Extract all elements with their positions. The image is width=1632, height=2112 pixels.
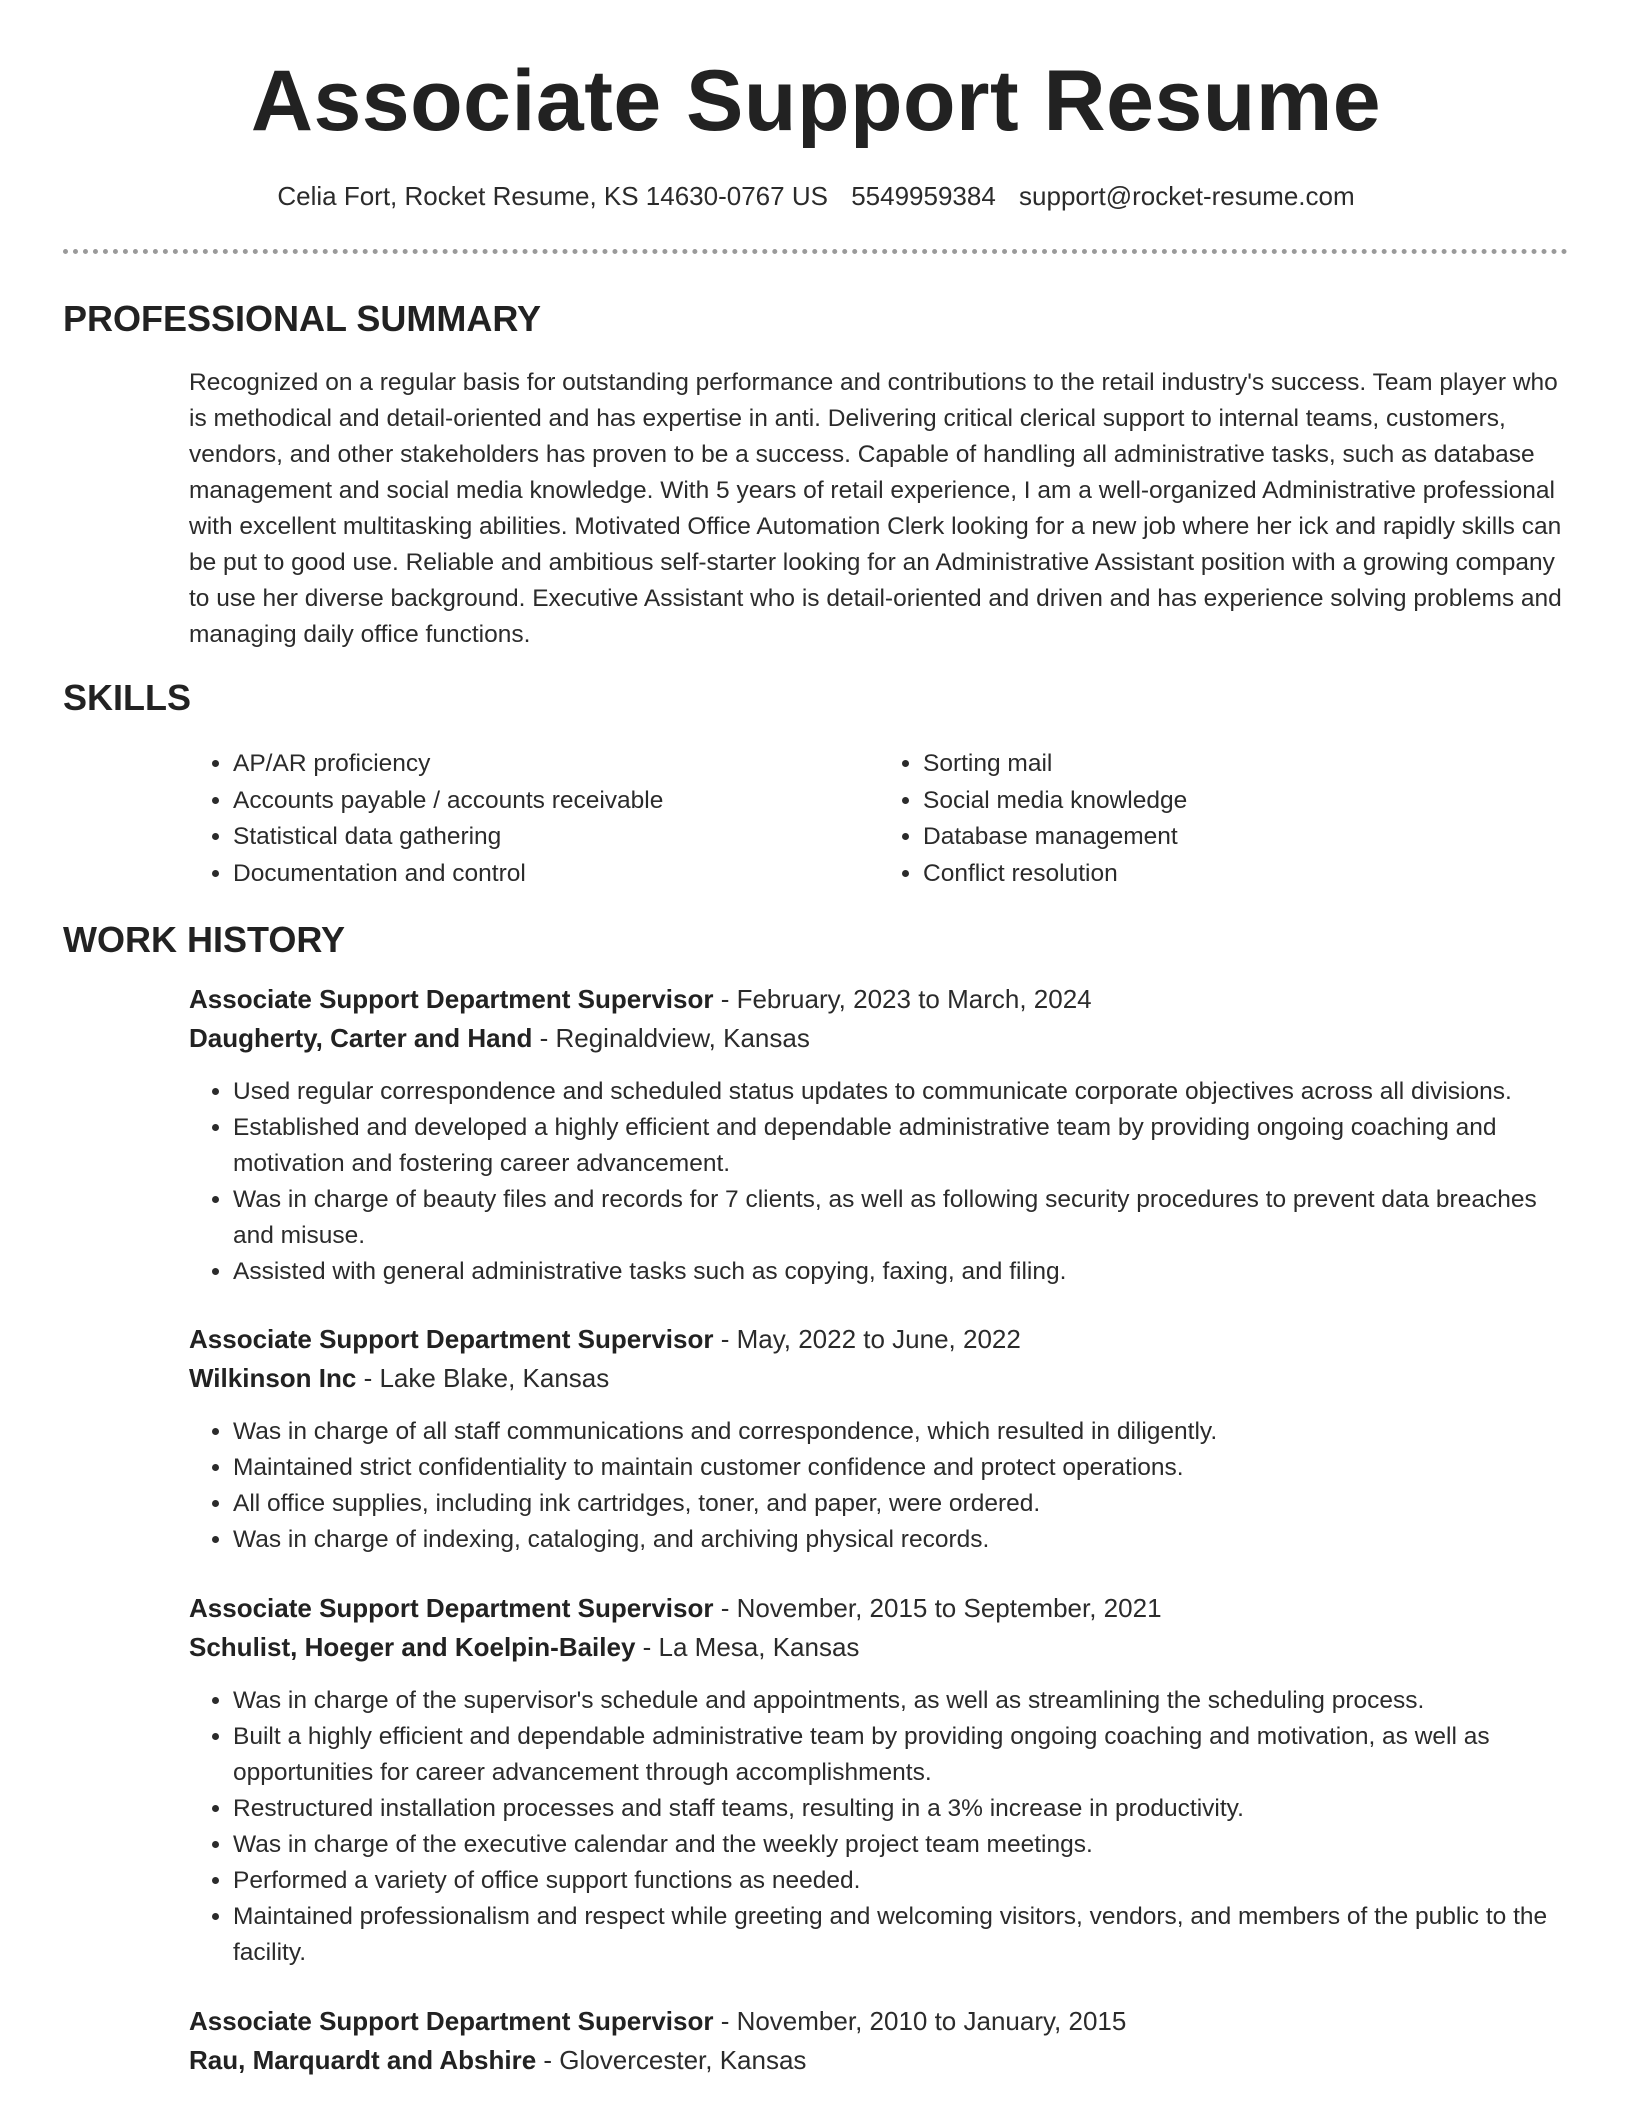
skill-item: • Conflict resolution bbox=[923, 856, 1569, 893]
skill-item: • Documentation and control bbox=[233, 856, 879, 893]
job-duty: • Maintained strict confidentiality to maintain customer confidence and protect operations. bbox=[233, 1450, 1569, 1486]
job-duties bbox=[189, 1683, 1569, 1971]
section-title-skills: SKILLS bbox=[63, 677, 192, 718]
job-company: Schulist, Hoeger and Koelpin-Bailey bbox=[189, 1632, 636, 1662]
skills-column-right bbox=[879, 746, 1569, 892]
job-dates: - February, 2023 to March, 2024 bbox=[713, 984, 1092, 1014]
job-title-line bbox=[189, 2002, 1569, 2041]
job-title: Associate Support Department Supervisor bbox=[189, 984, 714, 1014]
job-company-line bbox=[189, 1359, 1569, 1398]
resume-title: Associate Support Resume bbox=[250, 53, 1382, 149]
job-location: - Reginaldview, Kansas bbox=[532, 1023, 810, 1053]
job-duty: • Restructured installation processes and staff teams, resulting in a 3% increase in productivity. bbox=[233, 1791, 1569, 1827]
job-duty: • Was in charge of the supervisor's schedule and appointments, as well as streamlining the scheduling process. bbox=[233, 1683, 1569, 1719]
job-title: Associate Support Department Supervisor bbox=[189, 2006, 714, 2036]
job-duty: • Assisted with general administrative tasks such as copying, faxing, and filing. bbox=[233, 1254, 1569, 1290]
job-entry bbox=[189, 1320, 1569, 1558]
section-title-work-history: WORK HISTORY bbox=[63, 919, 346, 960]
job-duty: • All office supplies, including ink cartridges, toner, and paper, were ordered. bbox=[233, 1486, 1569, 1522]
job-duty: • Was in charge of beauty files and records for 7 clients, as well as following security procedures to prevent data breaches and misuse. bbox=[233, 1182, 1569, 1254]
job-duty: • Performed a variety of office support functions as needed. bbox=[233, 1863, 1569, 1899]
skill-item: • AP/AR proficiency bbox=[233, 746, 879, 783]
contact-phone: 5549959384 bbox=[851, 181, 996, 211]
job-entry bbox=[189, 1589, 1569, 1971]
job-company-line bbox=[189, 2041, 1569, 2080]
job-title: Associate Support Department Supervisor bbox=[189, 1593, 714, 1623]
skill-item: • Database management bbox=[923, 819, 1569, 856]
job-duty: • Was in charge of all staff communications and correspondence, which resulted in diligently. bbox=[233, 1414, 1569, 1450]
job-dates: - May, 2022 to June, 2022 bbox=[713, 1324, 1021, 1354]
job-duties bbox=[189, 1074, 1569, 1290]
job-duty: • Established and developed a highly efficient and dependable administrative team by providing ongoing coaching and motivation and fostering career advancement. bbox=[233, 1110, 1569, 1182]
job-company: Daugherty, Carter and Hand bbox=[189, 1023, 533, 1053]
skills-list bbox=[189, 746, 1569, 892]
job-location: - La Mesa, Kansas bbox=[635, 1632, 860, 1662]
job-duties bbox=[189, 1414, 1569, 1558]
job-title-line bbox=[189, 1589, 1569, 1628]
job-company-line bbox=[189, 1628, 1569, 1667]
job-entry bbox=[189, 980, 1569, 1290]
job-entry bbox=[189, 2002, 1569, 2080]
summary-text: Recognized on a regular basis for outstanding performance and contributions to the retail industry's success. Team player who is methodical and detail-oriented and has expertise in anti. Delivering critical clerical support to internal teams, customers, vendors, and other stakeholders has proven to be a success. Capable of handling all administrative tasks, such as database management and social media knowledge. With 5 years of retail experience, I am a well-organized Administrative professional with excellent multitasking abilities. Motivated Office Automation Clerk looking for a new job where her ick and rapidly skills can be put to good use. Reliable and ambitious self-starter looking for an Administrative Assistant position with a growing company to use her diverse background. Executive Assistant who is detail-oriented and driven and has experience solving problems and managing daily office functions. bbox=[189, 369, 1562, 648]
header-divider bbox=[63, 249, 1568, 254]
contact-address: Celia Fort, Rocket Resume, KS 14630-0767 US bbox=[277, 181, 828, 211]
skill-item: • Accounts payable / accounts receivable bbox=[233, 783, 879, 820]
job-title-line bbox=[189, 1320, 1569, 1359]
section-title-summary: PROFESSIONAL SUMMARY bbox=[63, 298, 542, 339]
job-title-line bbox=[189, 980, 1569, 1019]
job-title: Associate Support Department Supervisor bbox=[189, 1324, 714, 1354]
skill-item: • Social media knowledge bbox=[923, 783, 1569, 820]
job-location: - Glovercester, Kansas bbox=[536, 2045, 807, 2075]
skill-item: • Sorting mail bbox=[923, 746, 1569, 783]
job-company-line bbox=[189, 1019, 1569, 1058]
job-company: Wilkinson Inc bbox=[189, 1363, 357, 1393]
job-duty: • Maintained professionalism and respect while greeting and welcoming visitors, vendors, and members of the public to the facility. bbox=[233, 1899, 1569, 1971]
job-duty: • Built a highly efficient and dependable administrative team by providing ongoing coaching and motivation, as well as opportunities for career advancement through accomplishments. bbox=[233, 1719, 1569, 1791]
job-duty: • Was in charge of indexing, cataloging, and archiving physical records. bbox=[233, 1522, 1569, 1558]
job-duty: • Used regular correspondence and scheduled status updates to communicate corporate objectives across all divisions. bbox=[233, 1074, 1569, 1110]
contact-line bbox=[0, 181, 1632, 212]
job-location: - Lake Blake, Kansas bbox=[356, 1363, 610, 1393]
skills-column-left bbox=[189, 746, 879, 892]
job-duty: • Was in charge of the executive calendar and the weekly project team meetings. bbox=[233, 1827, 1569, 1863]
skill-item: • Statistical data gathering bbox=[233, 819, 879, 856]
job-dates: - November, 2010 to January, 2015 bbox=[713, 2006, 1127, 2036]
job-dates: - November, 2015 to September, 2021 bbox=[713, 1593, 1162, 1623]
contact-email: support@rocket-resume.com bbox=[1019, 181, 1355, 211]
job-company: Rau, Marquardt and Abshire bbox=[189, 2045, 537, 2075]
